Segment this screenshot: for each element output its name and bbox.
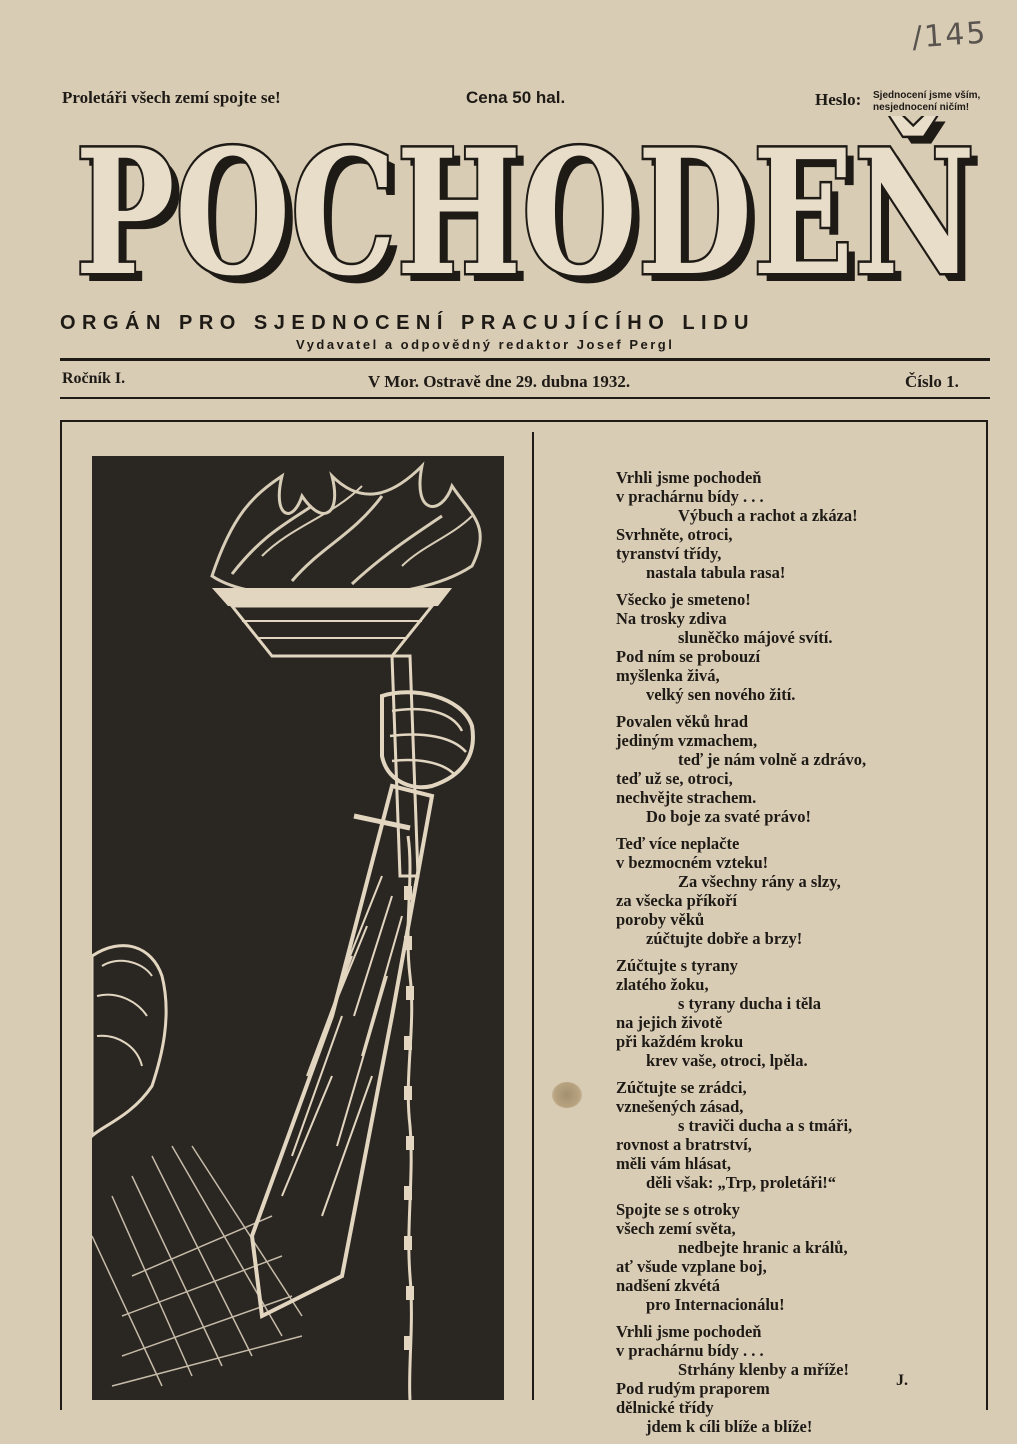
poem-stanza [616, 468, 986, 582]
poem-stanza [616, 1078, 986, 1192]
poem-line: nastala tabula rasa! [646, 563, 786, 582]
masthead-title-text: POCHODEŇ [75, 116, 975, 314]
poem-line: pro Internacionálu! [646, 1295, 785, 1314]
heslo-label: Heslo: [815, 90, 862, 109]
poem-line: s tyrany ducha i těla [678, 994, 822, 1013]
poem-line: poroby věků [616, 910, 705, 929]
handwritten-note: /145 [910, 15, 989, 56]
motto-line: Sjednocení jsme vším, [873, 90, 981, 101]
poem-line: myšlenka živá, [616, 666, 720, 685]
poem-line: Za všechny rány a slzy, [678, 872, 841, 891]
poem-line: v bezmocném vzteku! [616, 853, 769, 872]
poem-stanza [616, 1322, 986, 1436]
poem-line: teď už se, otroci, [616, 769, 733, 788]
poem-line: krev vaše, otroci, lpěla. [646, 1051, 808, 1070]
poem-line: Vrhli jsme pochodeň [616, 468, 762, 487]
poem-line: Na trosky zdiva [616, 609, 727, 628]
poem-line: za všecka příkoří [616, 891, 737, 910]
poem-line: zlatého žoku, [616, 975, 709, 994]
poem-line: Povalen věků hrad [616, 712, 749, 731]
poem-line: Všecko je smeteno! [616, 590, 751, 609]
poem-line: Pod ním se probouzí [616, 647, 761, 666]
motto [873, 90, 980, 114]
paper-stain [552, 1082, 582, 1108]
poem-stanza [616, 956, 986, 1070]
poem-line: Zúčtujte s tyrany [616, 956, 738, 975]
poem-line: Pod rudým praporem [616, 1379, 770, 1398]
poem-line: s traviči ducha a s tmáři, [678, 1116, 853, 1135]
poem-line: Do boje za svaté právo! [646, 807, 811, 826]
poem-line: velký sen nového žití. [646, 685, 796, 704]
publisher-line: Vydavatel a odpovědný redaktor Josef Pergl [296, 337, 675, 352]
poem-line: vznešených zásad, [616, 1097, 744, 1116]
poem-stanza [616, 590, 986, 704]
issue-number: Číslo 1. [905, 372, 959, 391]
poem-line: sluněčko májové svítí. [678, 628, 833, 647]
poem-line: Zúčtujte se zrádci, [616, 1078, 747, 1097]
poem-line: na jejich životě [616, 1013, 723, 1032]
poem-line: všech zemí světa, [616, 1219, 736, 1238]
price-label: Cena 50 hal. [466, 88, 566, 107]
poem-stanza [616, 1200, 986, 1314]
poem-line: ať všude vzplane boj, [616, 1257, 767, 1276]
masthead-title [60, 116, 990, 316]
svg-text:POCHODEŇ: POCHODEŇ [83, 119, 983, 316]
poem-line: při každém kroku [616, 1032, 744, 1051]
place-date: V Mor. Ostravě dne 29. dubna 1932. [368, 372, 631, 391]
poem-line: teď je nám volně a zdrávo, [678, 750, 867, 769]
signature: J. [896, 1372, 908, 1389]
poem [616, 468, 986, 1444]
torch-woodcut-icon [92, 456, 504, 1400]
poem-line: v prachárnu bídy . . . [616, 1341, 764, 1360]
poem-line: děli však: „Trp, proletáři!“ [646, 1173, 837, 1192]
slogan-left: Proletáři všech zemí spojte se! [62, 88, 281, 107]
poem-line: měli vám hlásat, [616, 1154, 732, 1173]
subtitle: ORGÁN PRO SJEDNOCENÍ PRACUJÍCÍHO LIDU [60, 312, 755, 334]
poem-line: jediným vzmachem, [616, 731, 758, 750]
poem-line: jdem k cíli blíže a blíže! [646, 1417, 813, 1436]
poem-line: tyranství třídy, [616, 544, 722, 563]
poem-line: Vrhli jsme pochodeň [616, 1322, 762, 1341]
poem-line: dělnické třídy [616, 1398, 714, 1417]
header-rule-top [60, 358, 990, 361]
poem-line: Strhány klenby a mříže! [678, 1360, 849, 1379]
header-rule-bottom [60, 397, 990, 399]
poem-line: Spojte se s otroky [616, 1200, 740, 1219]
poem-line: zúčtujte dobře a brzy! [646, 929, 803, 948]
poem-line: Svrhněte, otroci, [616, 525, 733, 544]
poem-line: nedbejte hranic a králů, [678, 1238, 848, 1257]
poem-stanza [616, 712, 986, 826]
motto-line: nesjednocení ničím! [873, 102, 970, 113]
poem-line: nadšení zkvétá [616, 1276, 721, 1295]
poem-line: rovnost a bratrství, [616, 1135, 752, 1154]
poem-line: v prachárnu bídy . . . [616, 487, 764, 506]
poem-line: nechvějte strachem. [616, 788, 757, 807]
poem-line: Teď více neplačte [616, 834, 740, 853]
poem-line: Výbuch a rachot a zkáza! [678, 506, 858, 525]
poem-stanza [616, 834, 986, 948]
column-divider [532, 432, 534, 1400]
volume-label: Ročník I. [62, 370, 126, 387]
